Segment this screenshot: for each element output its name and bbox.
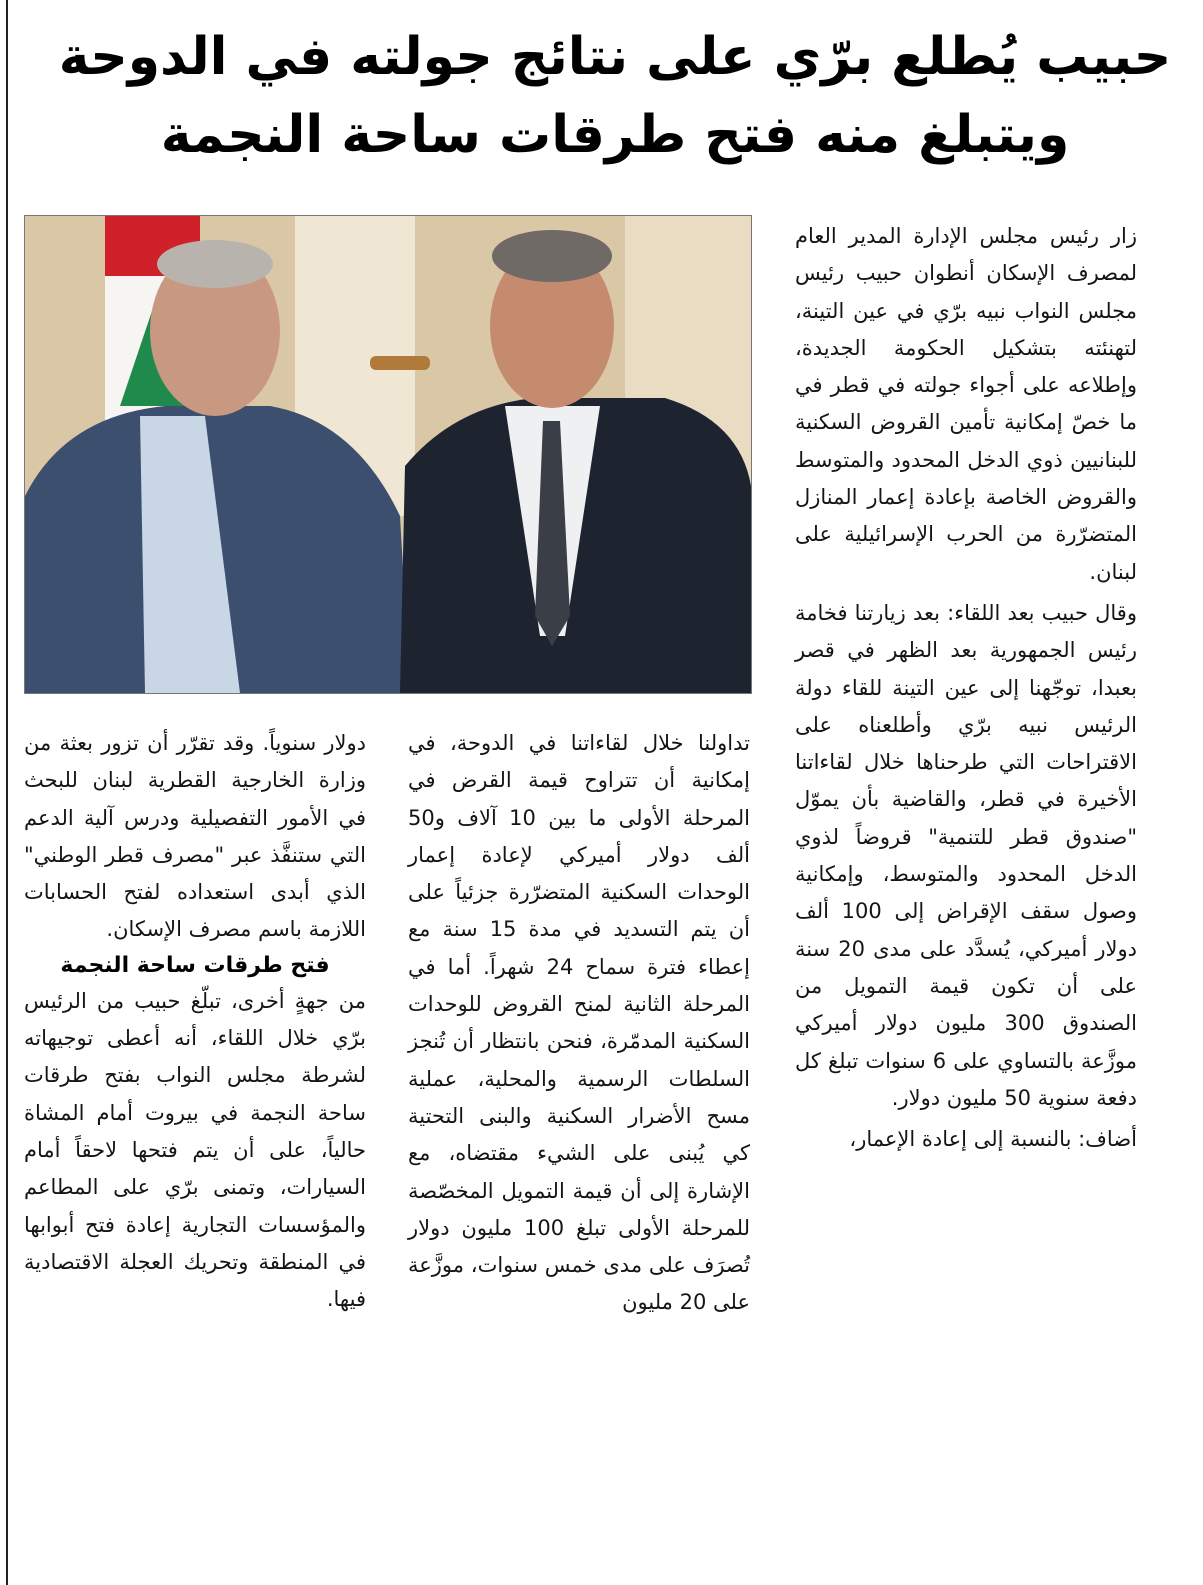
headline-line-2: ويتبلغ منه فتح طرقات ساحة النجمة (160, 105, 1070, 165)
paragraph-najmeh-square: من جهةٍ أخرى، تبلّغ حبيب من الرئيس برّي خلال اللقاء، أنه أعطى توجيهاته لشرطة مجلس النواب بفتح طرقات ساحة النجمة في بيروت أمام المشاة حالياً، على أن يتم فتحها لاحقاً أمام السيارات، وتمنى برّي على المطاعم والمؤسسات التجارية إعادة فتح أبوابها في المنطقة وتحريك العجلة الاقتصادية فيها. (24, 988, 366, 1312)
paragraph-qatar-mission: دولار سنوياً. وقد تقرّر أن تزور بعثة من وزارة الخارجية القطرية لبنان للبحث في الأمور التفصيلية ودرس آلية الدعم التي ستنفَّذ عبر "مصرف قطر الوطني" الذي أبدى استعداده لفتح الحسابات اللازمة باسم مصرف الإسكان. (24, 731, 366, 942)
article-photo (24, 215, 752, 694)
left-person-hair (157, 240, 273, 288)
right-person-hair (492, 230, 612, 282)
article-column-3 (24, 725, 366, 1318)
headline-line-1: حبيب يُطلع برّي على نتائج جولته في الدوحة (58, 27, 1172, 87)
photo-illustration (25, 216, 751, 693)
paragraph-added: أضاف: بالنسبة إلى إعادة الإعمار، (849, 1127, 1137, 1152)
page-left-rule (6, 0, 8, 1585)
subheading: فتح طرقات ساحة النجمة (60, 952, 330, 978)
article-column-1 (795, 218, 1137, 1158)
paragraph-statement: وقال حبيب بعد اللقاء: بعد زيارتنا فخامة رئيس الجمهورية بعد الظهر في قصر بعبدا، توجّهنا إلى عين التينة للقاء دولة الرئيس نبيه برّي وأطلعناه على الاقتراحات التي طرحناها خلال لقاءاتنا الأخيرة في قطر، والقاضية بأن يموّل "صندوق قطر للتنمية" قروضاً لذوي الدخل المحدود والمتوسط، وإمكانية وصول سقف الإقراض إلى 100 ألف دولار أميركي، يُسدَّد على مدى 20 سنة على أن تكون قيمة التمويل من الصندوق 300 مليون دولار أميركي موزَّعة بالتساوي على 6 سنوات تبلغ كل دفعة سنوية 50 مليون دولار. (795, 600, 1138, 1110)
paragraph-intro: زار رئيس مجلس الإدارة المدير العام لمصرف الإسكان أنطوان حبيب رئيس مجلس النواب نبيه برّي في عين التينة، لتهنئته بتشكيل الحكومة الجديدة، وإطلاعه على أجواء جولته في قطر في ما خصّ إمكانية تأمين القروض السكنية للبنانيين ذوي الدخل المحدود والمتوسط والقروض الخاصة بإعادة إعمار المنازل المتضرّرة من الحرب الإسرائيلية على لبنان. (795, 224, 1137, 584)
paragraph-doha-talks: تداولنا خلال لقاءاتنا في الدوحة، في إمكانية أن تتراوح قيمة القرض في المرحلة الأولى ما بين 10 آلاف و50 ألف دولار أميركي لإعادة إعمار الوحدات السكنية المتضرّرة جزئياً على أن يتم التسديد في مدة 15 سنة مع إعطاء فترة سماح 24 شهراً. أما في المرحلة الثانية لمنح القروض للوحدات السكنية المدمّرة، فنحن بانتظار أن تُنجز السلطات الرسمية والمحلية، عملية مسح الأضرار السكنية والبنى التحتية كي يُبنى على الشيء مقتضاه، مع الإشارة إلى أن قيمة التمويل المخصّصة للمرحلة الأولى تبلغ 100 مليون دولار تُصرَف على مدى خمس سنوات، موزَّعة على 20 مليون (408, 731, 751, 1315)
photo-bowl (370, 356, 430, 370)
headline (40, 18, 1190, 174)
article-column-2 (408, 725, 750, 1322)
